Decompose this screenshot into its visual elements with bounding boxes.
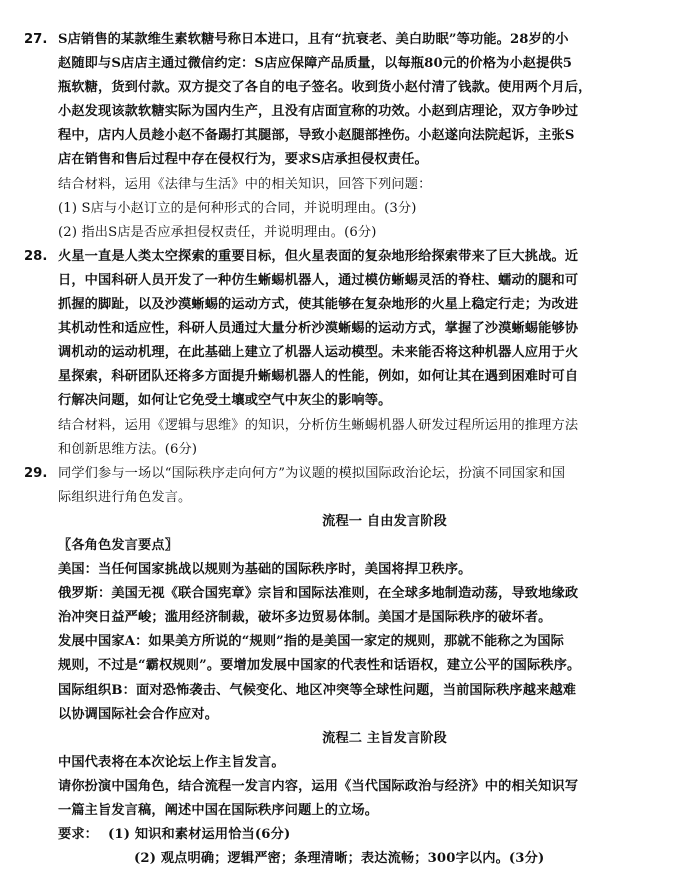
question-text-line: 程中，店内人员趁小赵不备踢打其腿部，导致小赵腿部挫伤。小赵遂向法院起诉，主张S — [58, 128, 575, 144]
role-statement: 国际组织B：面对恐怖袭击、气候变化、地区冲突等全球性问题，当前国际秩序越来越难 — [58, 682, 577, 698]
role-statement: 俄罗斯：美国无视《联合国宪章》宗旨和国际法准则，在全球多地制造动荡，导致地缘政 — [58, 586, 579, 602]
question-text-line: 赵随即与S店店主通过微信约定：S店应保障产品质量，以每瓶80元的价格为小赵提供5 — [58, 56, 573, 72]
question-text-line: 调机动的运动机理，在此基础上建立了机器人运动模型。未来能否将这种机器人应用于火 — [58, 345, 579, 361]
question-28 — [24, 245, 671, 462]
question-text-line: S店销售的某款维生素软糖号称日本进口，且有“抗衰老、美白助眠”等功能。28岁的小 — [58, 32, 569, 47]
question-text-line: 行解决问题，如何让它免受土壤或空气中灰尘的影响等。 — [58, 393, 392, 409]
role-statement: 以协调国际社会合作应对。 — [58, 706, 219, 722]
stage-2-text: 中国代表将在本次论坛上作主旨发言。 — [58, 754, 285, 770]
question-body — [58, 28, 671, 245]
question-body — [58, 462, 671, 823]
question-prompt: 和创新思维方法。(6分) — [58, 441, 198, 457]
roles-header: 〖各角色发言要点〗 — [58, 537, 179, 553]
requirements-row — [24, 823, 671, 847]
role-statement: 治冲突日益严峻；滥用经济制裁，破坏多边贸易体制。美国才是国际秩序的破坏者。 — [58, 610, 552, 626]
sub-question-2: (2) 指出S店是否应承担侵权责任，并说明理由。(6分) — [58, 224, 377, 240]
question-29 — [24, 462, 671, 823]
question-text-line: 其机动性和适应性，科研人员通过大量分析沙漠蜥蜴的运动方式，掌握了沙漠蜥蜴能够协 — [58, 321, 579, 337]
question-text-line: 际组织进行角色发言。 — [58, 489, 192, 505]
question-number: 27. — [24, 32, 48, 47]
question-27 — [24, 28, 671, 245]
question-prompt: 结合材料，运用《法律与生活》中的相关知识，回答下列问题： — [58, 176, 432, 192]
question-number: 29. — [24, 465, 48, 481]
question-text-line: 同学们参与一场以“国际秩序走向何方”为议题的模拟国际政治论坛，扮演不同国家和国 — [58, 465, 566, 481]
question-text-line: 小赵发现该款软糖实际为国内生产，且没有店面宣称的功效。小赵到店理论，双方争吵过 — [58, 104, 579, 120]
question-text-line: 日，中国科研人员开发了一种仿生蜥蜴机器人，通过模仿蜥蜴灵活的脊柱、蠕动的腿和可 — [58, 272, 579, 288]
role-statement: 发展中国家A：如果美方所说的“规则”指的是美国一家定的规则，那就不能称之为国际 — [58, 634, 564, 650]
stage-1-title: 流程一 自由发言阶段 — [322, 513, 447, 529]
requirements-label: 要求： — [58, 827, 99, 843]
stage-2-text: 请你扮演中国角色，结合流程一发言内容，运用《当代国际政治与经济》中的相关知识写 — [58, 778, 579, 794]
requirement-1: (1) 知识和素材运用恰当(6分) — [108, 827, 291, 843]
role-statement: 规则，不过是“霸权规则”。要增加发展中国家的代表性和话语权，建立公平的国际秩序。 — [58, 658, 581, 674]
question-text-line: 抓握的脚趾，以及沙漠蜥蜴的运动方式，使其能够在复杂地形的火星上稳定行走；为改进 — [58, 297, 579, 313]
question-text-line: 星探索，科研团队还将多方面提升蜥蜴机器人的性能，例如，如何让其在遇到困难时可自 — [58, 369, 579, 385]
stage-2-title: 流程二 主旨发言阶段 — [322, 730, 447, 746]
question-body — [58, 245, 671, 462]
question-prompt: 结合材料，运用《逻辑与思维》的知识，分析仿生蜥蜴机器人研发过程所运用的推理方法 — [58, 417, 579, 433]
question-text-line: 火星一直是人类太空探索的重要目标，但火星表面的复杂地形给探索带来了巨大挑战。近 — [58, 248, 579, 264]
role-statement: 美国：当任何国家挑战以规则为基础的国际秩序时，美国将捍卫秩序。 — [58, 562, 472, 578]
requirement-2: (2) 观点明确；逻辑严密；条理清晰；表达流畅；300字以内。(3分) — [134, 851, 545, 867]
sub-question-1: (1) S店与小赵订立的是何种形式的合同，并说明理由。(3分) — [58, 200, 417, 216]
question-text-line: 店在销售和售后过程中存在侵权行为，要求S店承担侵权责任。 — [58, 152, 428, 168]
question-number: 28. — [24, 248, 48, 264]
stage-2-text: 一篇主旨发言稿，阐述中国在国际秩序问题上的立场。 — [58, 803, 379, 818]
question-text-line: 瓶软糖，货到付款。双方提交了各自的电子签名。收到货小赵付清了钱款。使用两个月后， — [58, 80, 592, 96]
